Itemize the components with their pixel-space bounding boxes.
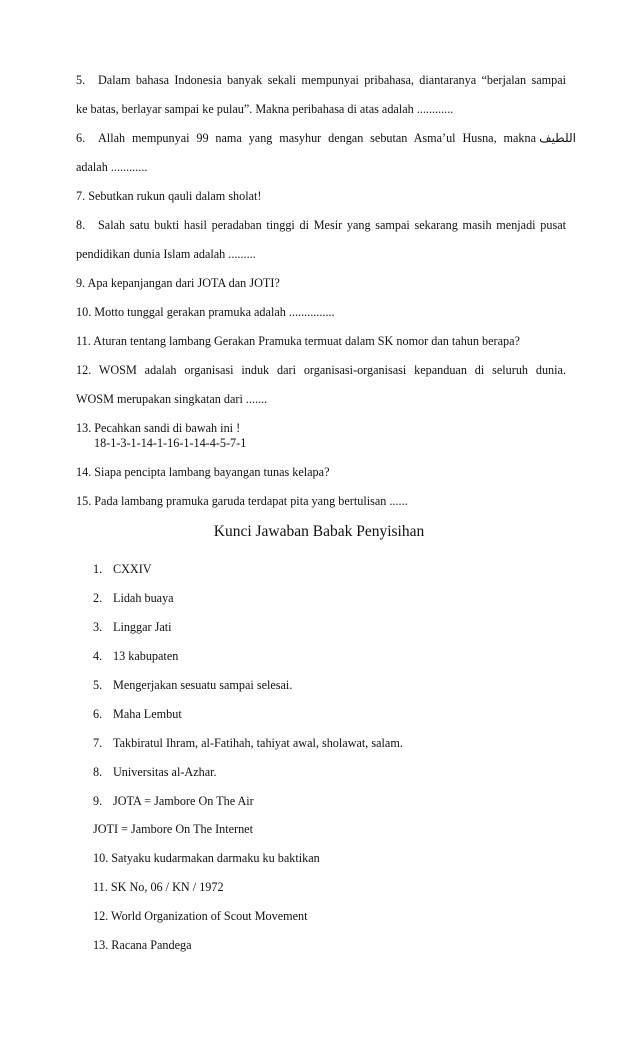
question-number: 6. — [76, 131, 86, 145]
question-5-line-1 — [76, 73, 566, 88]
answer-item — [93, 765, 217, 780]
answer-number: 5. — [93, 678, 103, 692]
answer-text: Lidah buaya — [113, 591, 174, 605]
answer-number: 3. — [93, 620, 103, 634]
question-text: Dalam bahasa Indonesia banyak sekali mempunyai pribahasa, diantaranya “berjalan sampai — [98, 73, 566, 87]
answer-item — [93, 736, 403, 751]
answer-key-title: Kunci Jawaban Babak Penyisihan — [213, 523, 425, 540]
answer-number: 1. — [93, 562, 103, 576]
arabic-word-al-lathif: اللطيف — [539, 131, 576, 145]
answer-number: 4. — [93, 649, 103, 663]
answer-text: 13 kabupaten — [113, 649, 179, 663]
question-10: 10. Motto tunggal gerakan pramuka adalah ............... — [76, 305, 335, 319]
answer-joti: JOTI = Jambore On The Internet — [93, 822, 253, 836]
question-6-line-1 — [76, 131, 536, 146]
answer-text: Mengerjakan sesuatu sampai selesai. — [113, 678, 293, 692]
question-text: Allah mempunyai 99 nama yang masyhur dengan sebutan Asma’ul Husna, makna — [98, 131, 536, 145]
answer-item — [93, 794, 254, 809]
question-8-line-1 — [76, 218, 566, 233]
answer-text: Linggar Jati — [113, 620, 172, 634]
question-9: 9. Apa kepanjangan dari JOTA dan JOTI? — [76, 276, 280, 290]
answer-number: 6. — [93, 707, 103, 721]
answer-text: Takbiratul Ihram, al-Fatihah, tahiyat awal, sholawat, salam. — [113, 736, 403, 750]
question-7: 7. Sebutkan rukun qauli dalam sholat! — [76, 189, 262, 203]
answer-11: 11. SK No, 06 / KN / 1972 — [93, 880, 224, 894]
answer-item — [93, 678, 292, 693]
answer-number: 9. — [93, 794, 103, 808]
answer-12: 12. World Organization of Scout Movement — [93, 909, 308, 923]
question-8-line-2: pendidikan dunia Islam adalah ......... — [76, 247, 256, 261]
question-11: 11. Aturan tentang lambang Gerakan Pramuka termuat dalam SK nomor dan tahun berapa? — [76, 334, 520, 348]
question-13-line-1: 13. Pecahkan sandi di bawah ini ! — [76, 421, 241, 435]
question-5-line-2: ke batas, berlayar sampai ke pulau”. Makna peribahasa di atas adalah ............ — [76, 102, 454, 116]
answer-item — [93, 620, 172, 635]
answer-number: 2. — [93, 591, 103, 605]
question-12-line-2: WOSM merupakan singkatan dari ....... — [76, 392, 268, 406]
answer-item — [93, 591, 174, 606]
answer-text: Maha Lembut — [113, 707, 182, 721]
answer-text: CXXIV — [113, 562, 152, 576]
answer-number: 8. — [93, 765, 103, 779]
question-6-line-2: adalah ............ — [76, 160, 148, 174]
question-number: 5. — [76, 73, 86, 87]
question-13-cipher: 18-1-3-1-14-1-16-1-14-4-5-7-1 — [94, 436, 247, 450]
answer-text: Universitas al-Azhar. — [113, 765, 217, 779]
answer-item — [93, 649, 178, 664]
question-number: 8. — [76, 218, 86, 232]
question-text: Salah satu bukti hasil peradaban tinggi di Mesir yang sampai sekarang masih menjadi pusat — [98, 218, 566, 232]
question-12-line-1: 12. WOSM adalah organisasi induk dari organisasi-organisasi kepanduan di seluruh dunia. — [76, 363, 566, 377]
answer-text: JOTA = Jambore On The Air — [113, 794, 254, 808]
answer-item — [93, 707, 182, 722]
question-15: 15. Pada lambang pramuka garuda terdapat pita yang bertulisan ...... — [76, 494, 408, 508]
question-14: 14. Siapa pencipta lambang bayangan tunas kelapa? — [76, 465, 330, 479]
answer-10: 10. Satyaku kudarmakan darmaku ku baktikan — [93, 851, 320, 865]
answer-item — [93, 562, 152, 577]
answer-number: 7. — [93, 736, 103, 750]
answer-13: 13. Racana Pandega — [93, 938, 192, 952]
